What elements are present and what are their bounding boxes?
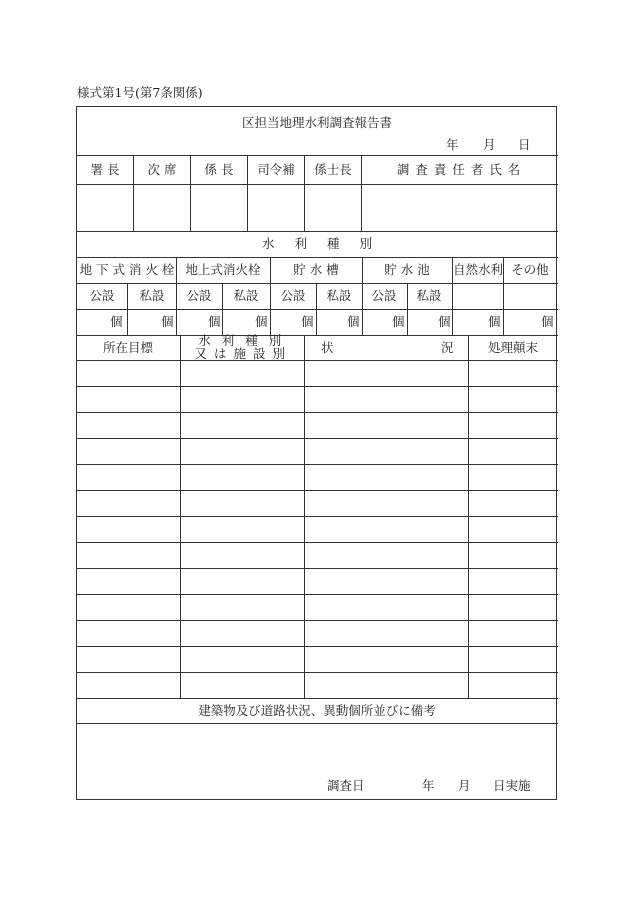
divider <box>468 335 469 698</box>
ownership-private: 私設 <box>416 288 442 303</box>
remarks-header: 建築物及び道路状況、異動個所並びに備考 <box>198 703 436 718</box>
divider <box>77 464 558 465</box>
unit-label: 個 <box>208 314 221 329</box>
column-action: 処理顛末 <box>487 340 539 355</box>
footer-month-label: 月 <box>458 778 471 793</box>
ownership-public: 公設 <box>371 288 397 303</box>
divider <box>77 309 558 310</box>
column-location: 所在目標 <box>102 340 154 355</box>
ownership-public: 公設 <box>186 288 212 303</box>
divider <box>77 335 558 336</box>
divider <box>270 257 271 335</box>
divider <box>407 283 408 335</box>
divider <box>316 283 317 335</box>
category-natural-water: 自然水利 <box>452 262 504 277</box>
footer-year-label: 年 <box>422 778 435 793</box>
column-type-line1: 水 利 種 別 <box>198 333 282 348</box>
divider <box>77 438 558 439</box>
divider <box>77 257 558 258</box>
divider <box>304 335 305 698</box>
ownership-public: 公設 <box>89 288 115 303</box>
divider <box>77 412 558 413</box>
category-underground-hydrant: 地 下 式 消 火 栓 <box>79 262 175 277</box>
divider <box>77 594 558 595</box>
unit-label: 個 <box>301 314 314 329</box>
remarks-field[interactable] <box>77 724 557 800</box>
unit-label: 個 <box>488 314 501 329</box>
ownership-public: 公設 <box>280 288 306 303</box>
form-caption: 様式第1号(第7条関係) <box>77 85 203 100</box>
category-aboveground-hydrant: 地上式消火栓 <box>185 262 261 277</box>
divider <box>77 620 558 621</box>
ownership-private: 私設 <box>139 288 165 303</box>
divider <box>222 283 223 335</box>
approval-deputy: 次 席 <box>147 162 177 177</box>
unit-label: 個 <box>392 314 405 329</box>
unit-label: 個 <box>161 314 174 329</box>
divider <box>77 646 558 647</box>
survey-date-label: 調査日 <box>327 778 365 793</box>
unit-label: 個 <box>438 314 451 329</box>
category-water-tank: 貯 水 槽 <box>293 262 339 277</box>
inspector-name-header: 調 査 責 任 者 氏 名 <box>396 162 522 177</box>
signature-box-senior-officer[interactable] <box>305 184 361 231</box>
category-other: その他 <box>511 262 549 277</box>
category-reservoir: 貯 水 池 <box>384 262 430 277</box>
divider <box>77 386 558 387</box>
unit-label: 個 <box>110 314 123 329</box>
signature-box-deputy[interactable] <box>134 184 190 231</box>
footer-day-implemented-label: 日実施 <box>493 778 531 793</box>
divider <box>362 257 363 335</box>
date-year-label: 年 <box>446 137 459 152</box>
ownership-private: 私設 <box>233 288 259 303</box>
signature-box-section-head[interactable] <box>191 184 247 231</box>
report-title: 区担当地理水利調査報告書 <box>241 115 393 130</box>
divider <box>77 516 558 517</box>
column-status-b: 況 <box>441 340 454 355</box>
unit-label: 個 <box>255 314 268 329</box>
date-month-label: 月 <box>483 137 496 152</box>
date-day-label: 日 <box>518 137 531 152</box>
divider <box>77 283 558 284</box>
divider <box>77 542 558 543</box>
unit-label: 個 <box>347 314 360 329</box>
unit-label: 個 <box>541 314 554 329</box>
ownership-private: 私設 <box>326 288 352 303</box>
approval-chief: 署 長 <box>90 162 120 177</box>
divider <box>77 231 558 232</box>
divider <box>180 335 181 698</box>
divider <box>77 360 558 361</box>
divider <box>77 568 558 569</box>
divider <box>77 698 558 699</box>
water-type-header: 水 利 種 別 <box>262 236 372 251</box>
signature-box-commander-assistant[interactable] <box>248 184 304 231</box>
divider <box>77 490 558 491</box>
column-status-a: 状 <box>321 340 334 355</box>
report-form <box>76 106 557 800</box>
divider <box>176 257 177 335</box>
signature-box-chief[interactable] <box>77 184 133 231</box>
column-type-line2: 又 は 施 設 別 <box>194 346 286 361</box>
divider <box>127 283 128 335</box>
divider <box>77 155 558 156</box>
approval-senior-officer: 係士長 <box>314 162 352 177</box>
approval-commander-assistant: 司令補 <box>257 162 295 177</box>
divider <box>77 672 558 673</box>
divider <box>503 257 504 335</box>
inspector-name-field[interactable] <box>362 184 557 231</box>
approval-section-head: 係 長 <box>204 162 234 177</box>
